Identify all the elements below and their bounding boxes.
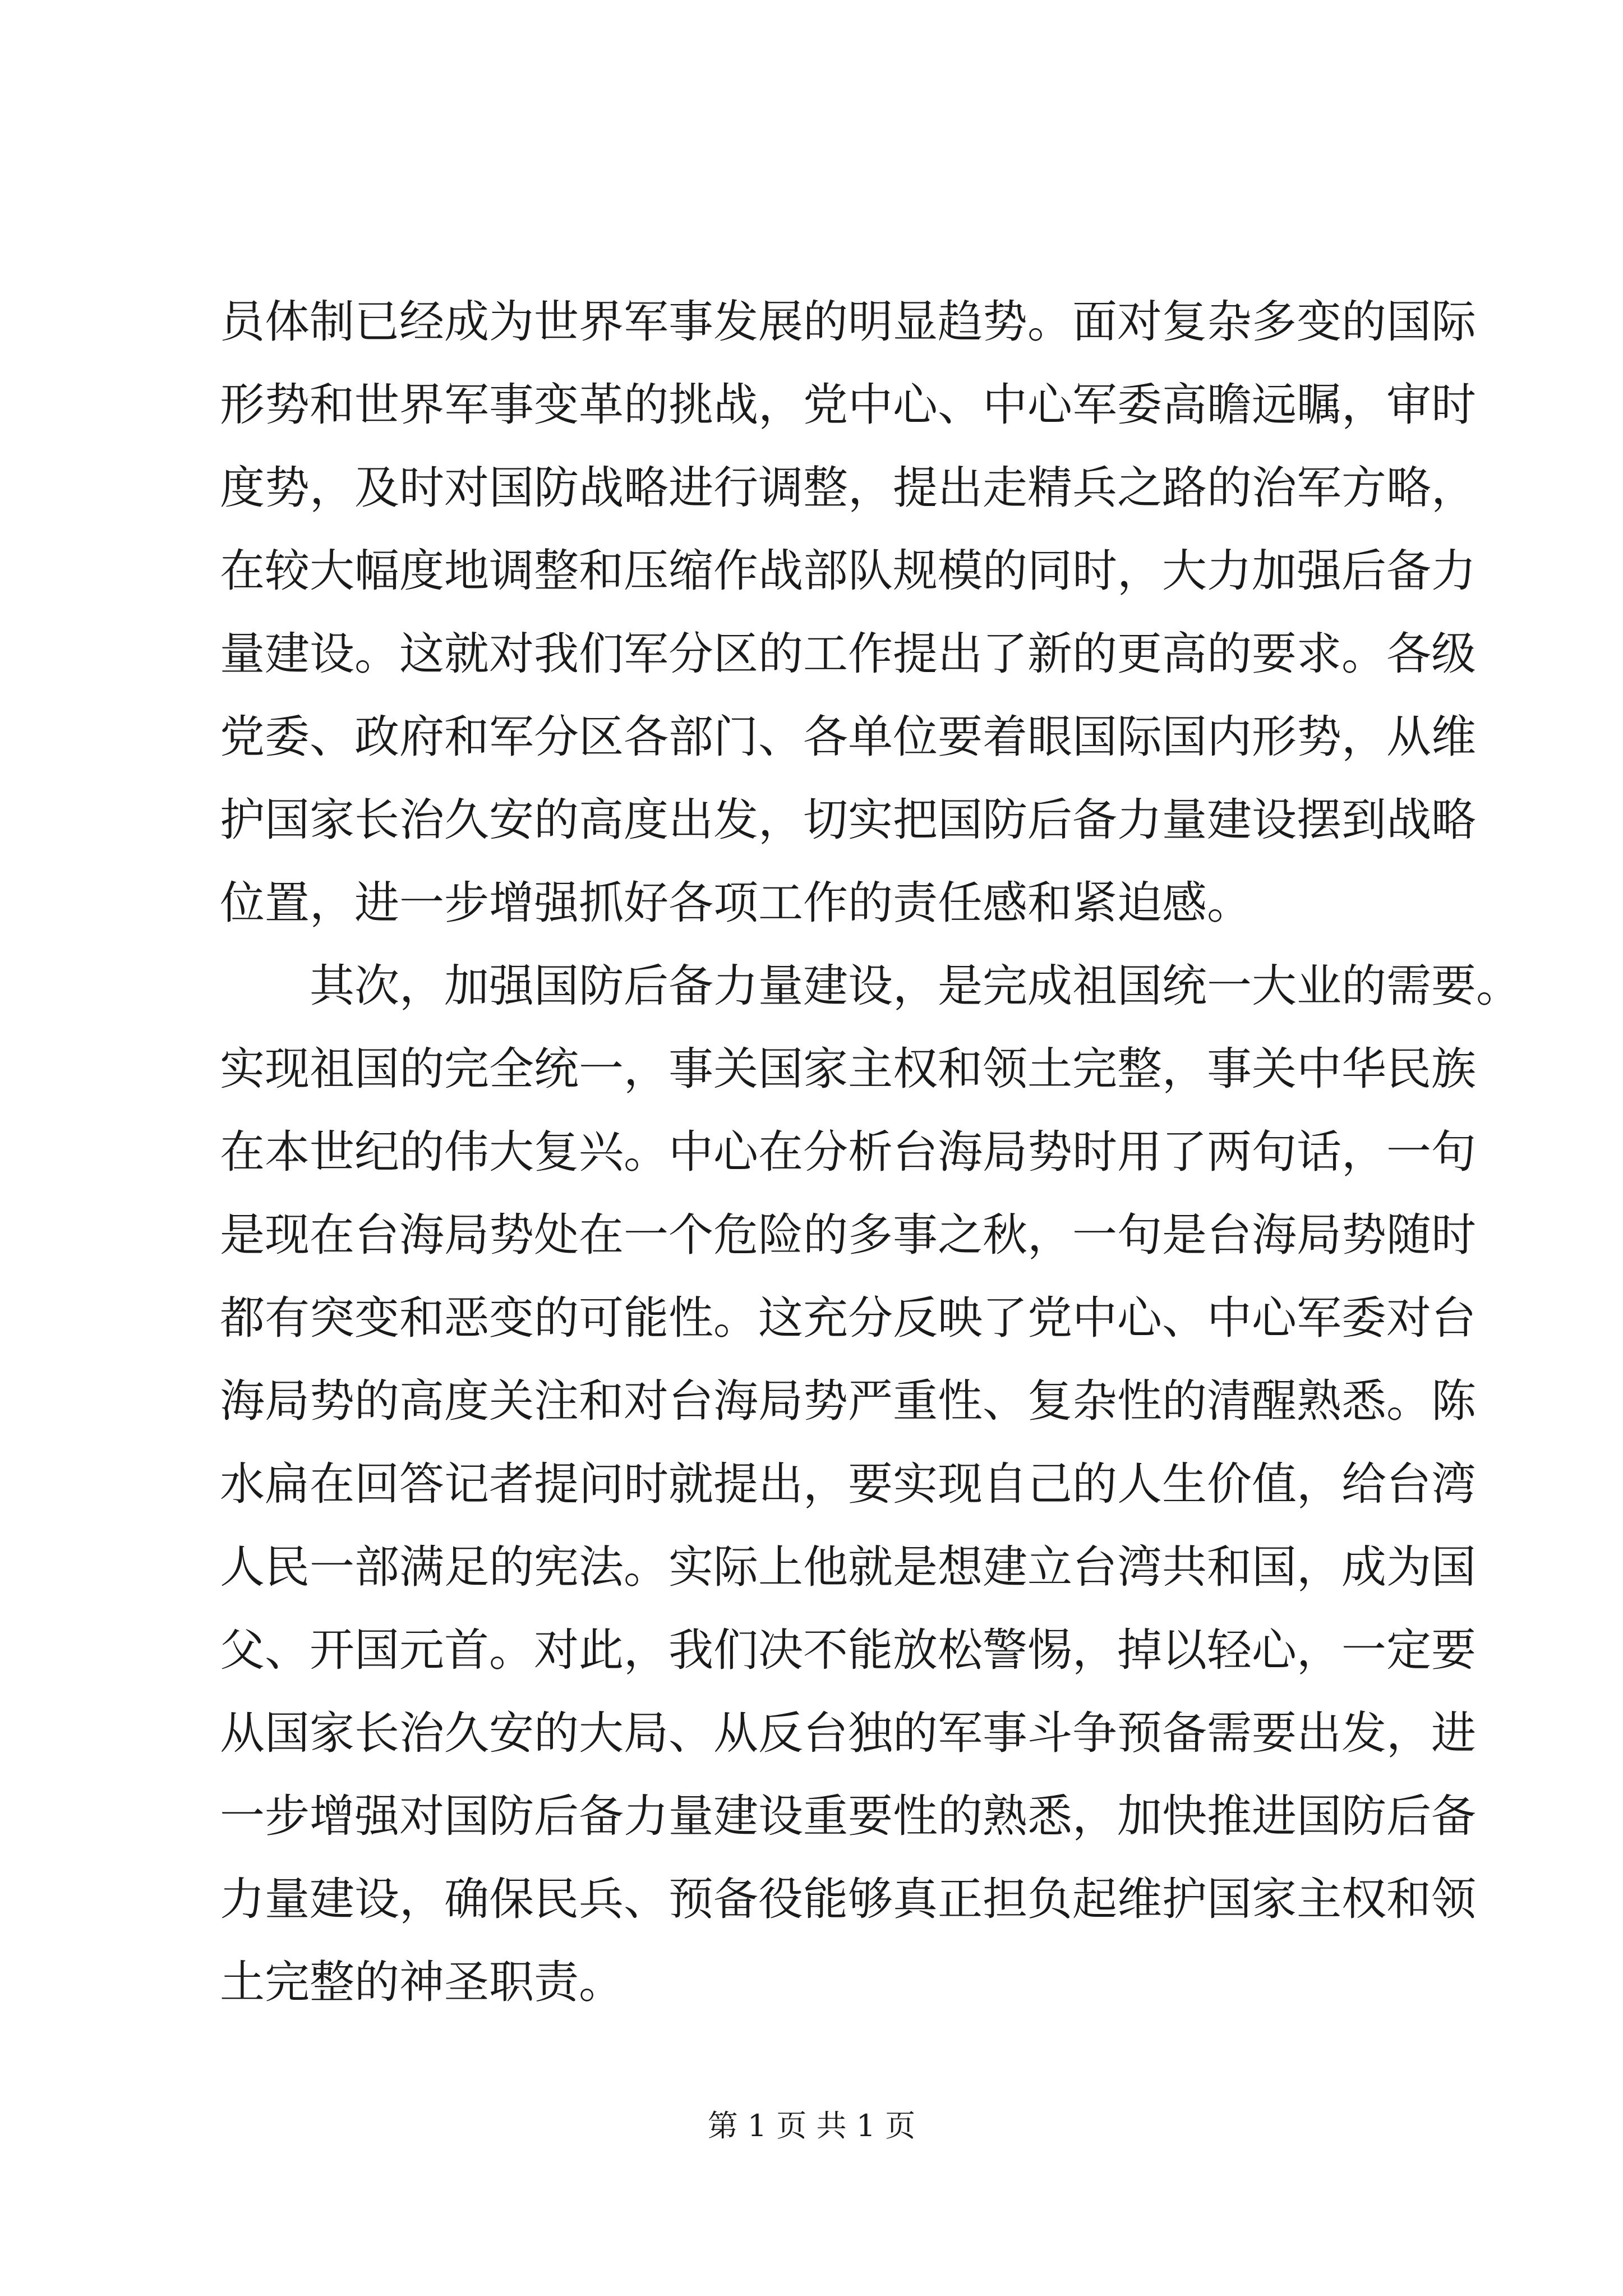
text-line: 在较大幅度地调整和压缩作战部队规模的同时，大力加强后备力 <box>220 545 1476 597</box>
text-line: 父、开国元首。对此，我们决不能放松警惕，掉以轻心，一定要 <box>220 1624 1476 1676</box>
text-line: 都有突变和恶变的可能性。这充分反映了党中心、中心军委对台 <box>220 1292 1476 1344</box>
text-line: 力量建设，确保民兵、预备役能够真正担负起维护国家主权和领 <box>220 1873 1476 1925</box>
text-line: 水扁在回答记者提问时就提出，要实现自己的人生价值，给台湾 <box>220 1458 1476 1510</box>
text-line: 党委、政府和军分区各部门、各单位要着眼国际国内形势，从维 <box>220 711 1476 763</box>
text-line: 位置，进一步增强抓好各项工作的责任感和紧迫感。 <box>220 877 1252 929</box>
document-body <box>220 280 1521 2024</box>
text-line: 从国家长治久安的大局、从反台独的军事斗争预备需要出发，进 <box>220 1707 1476 1759</box>
text-line: 度势，及时对国防战略进行调整，提出走精兵之路的治军方略， <box>220 462 1476 514</box>
text-line: 人民一部满足的宪法。实际上他就是想建立台湾共和国，成为国 <box>220 1541 1476 1593</box>
text-line: 实现祖国的完全统一，事关国家主权和领土完整，事关中华民族 <box>220 1043 1476 1095</box>
text-line: 员体制已经成为世界军事发展的明显趋势。面对复杂多变的国际 <box>220 296 1476 348</box>
text-line: 在本世纪的伟大复兴。中心在分析台海局势时用了两句话，一句 <box>220 1126 1476 1178</box>
text-line: 是现在台海局势处在一个危险的多事之秋，一句是台海局势随时 <box>220 1209 1476 1261</box>
text-line: 一步增强对国防后备力量建设重要性的熟悉，加快推进国防后备 <box>220 1790 1476 1842</box>
text-line: 海局势的高度关注和对台海局势严重性、复杂性的清醒熟悉。陈 <box>220 1375 1476 1427</box>
text-line: 土完整的神圣职责。 <box>220 1956 624 2008</box>
text-line: 量建设。这就对我们军分区的工作提出了新的更高的要求。各级 <box>220 628 1476 680</box>
paragraph-start-line: 其次，加强国防后备力量建设，是完成祖国统一大业的需要。 <box>310 960 1521 1012</box>
text-line: 形势和世界军事变革的挑战，党中心、中心军委高瞻远瞩，审时 <box>220 379 1476 431</box>
text-line: 护国家长治久安的高度出发，切实把国防后备力量建设摆到战略 <box>220 794 1476 846</box>
page-number-footer: 第 1 页 共 1 页 <box>707 2108 916 2143</box>
